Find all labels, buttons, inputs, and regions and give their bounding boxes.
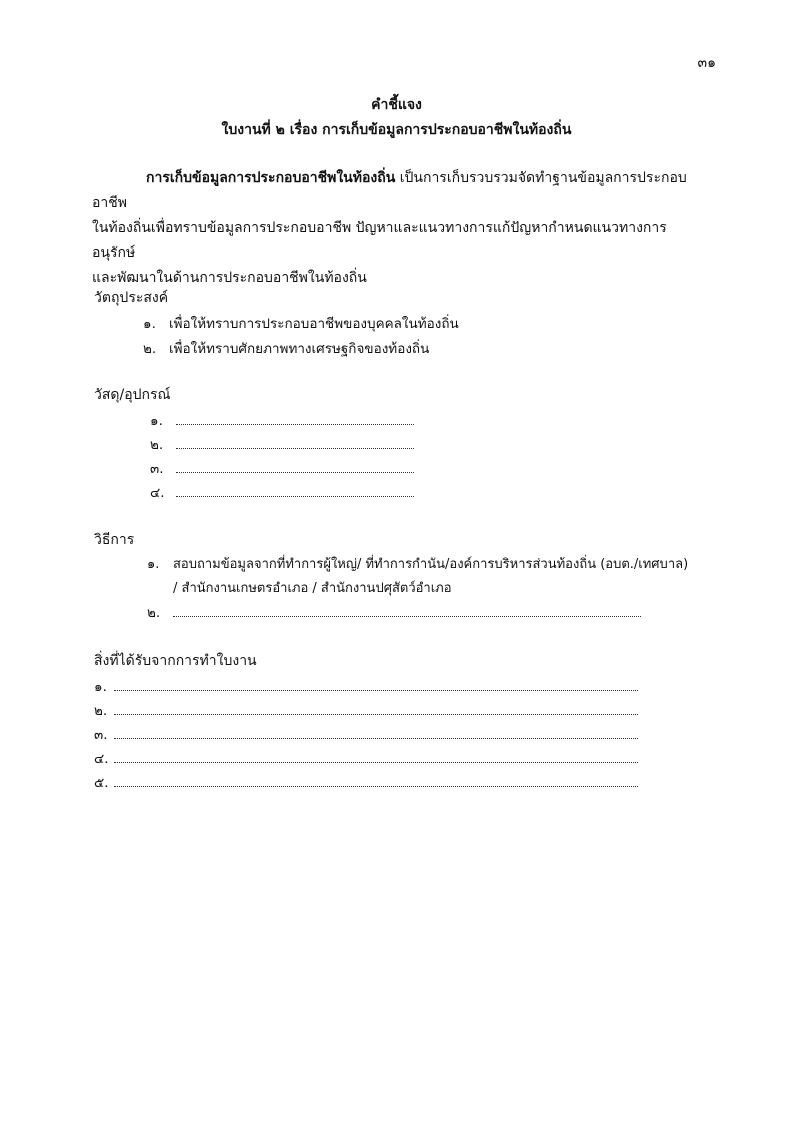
intro-line-1: เป็นการเก็บรวบรวมจัดทำฐานข้อมูลการประกอบอาชีพ [92, 170, 687, 211]
page-title: คำชี้แจง [371, 97, 422, 113]
materials-heading: วัสดุ/อุปกรณ์ [94, 387, 171, 403]
result-blank-line: ๕. [94, 771, 638, 793]
fill-in-dots [176, 484, 414, 497]
result-blank-line: ๑. [94, 675, 638, 697]
result-blank-line: ๔. [94, 747, 638, 769]
method-blank-line: ๒. [147, 601, 641, 623]
material-blank-line: ๓. [150, 457, 414, 479]
fill-in-dots [176, 460, 414, 473]
fill-in-dots [173, 604, 641, 617]
objectives-heading: วัตถุประสงค์ [94, 290, 169, 306]
method-item-1: ๑. สอบถามข้อมูลจากที่ทำการผู้ใหญ่/ ที่ทำการกำนัน/องค์การบริหารส่วนท้องถิ่น (อบต./เทศบาล) [147, 557, 689, 572]
result-blank-line: ๒. [94, 699, 638, 721]
fill-in-dots [114, 750, 638, 763]
material-blank-line: ๑. [150, 409, 414, 431]
method-item-1-cont: / สำนักงานเกษตรอำเภอ / สำนักงานปศุสัตว์อำเภอ [173, 581, 452, 596]
intro-line-3: และพัฒนาในด้านการประกอบอาชีพในท้องถิ่น [92, 270, 367, 286]
intro-bold: การเก็บข้อมูลการประกอบอาชีพในท้องถิ่น [146, 170, 396, 186]
objective-item: ๒. เพื่อให้ทราบศักยภาพทางเศรษฐกิจของท้องถิ่น [143, 341, 430, 357]
material-blank-line: ๒. [150, 433, 414, 455]
intro-paragraph [92, 166, 708, 291]
fill-in-dots [176, 436, 414, 449]
intro-line-2: ในท้องถิ่นเพื่อทราบข้อมูลการประกอบอาชีพ ปัญหาและแนวทางการแก้ปัญหากำหนดแนวทางการอนุรักษ์ [92, 220, 667, 261]
fill-in-dots [114, 702, 638, 715]
results-heading: สิ่งที่ได้รับจากการทำใบงาน [94, 653, 257, 669]
objective-item: ๑. เพื่อให้ทราบการประกอบอาชีพของบุคคลในท้องถิ่น [143, 316, 459, 332]
fill-in-dots [114, 678, 638, 691]
fill-in-dots [114, 726, 638, 739]
methods-heading: วิธีการ [94, 532, 135, 548]
worksheet-title: ใบงานที่ ๒ เรื่อง การเก็บข้อมูลการประกอบอาชีพในท้องถิ่น [221, 122, 572, 138]
fill-in-dots [114, 774, 638, 787]
fill-in-dots [176, 412, 414, 425]
page-number: ๓๑ [697, 55, 716, 71]
material-blank-line: ๔. [150, 481, 414, 503]
result-blank-line: ๓. [94, 723, 638, 745]
